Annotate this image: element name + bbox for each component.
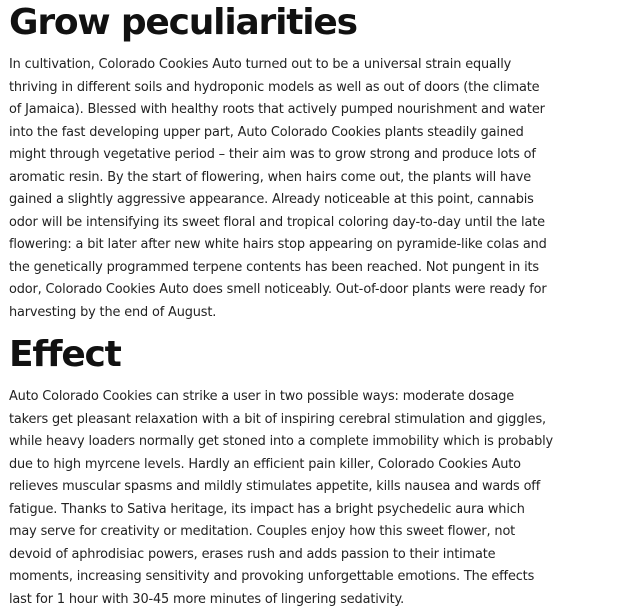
grow-peculiarities-section [9, 0, 554, 324]
effect-section [9, 332, 554, 611]
grow-peculiarities-heading: Grow peculiarities [9, 2, 357, 43]
grow-peculiarities-text: In cultivation, Colorado Cookies Auto turned out to be a universal strain equally thriving in different soils and hydroponic models as well as out of doors (the climate of Jamaica). Blessed with healthy roots that actively pumped nourishment and water into the fast developing upper part, Auto Colorado Cookies plants steadily gained might through vegetative period – their aim was to grow strong and produce lots of aromatic resin. By the start of flowering, when hairs come out, the plants will have gained a slightly aggressive appearance. Already noticeable at this point, cannabis odor will be intensifying its sweet floral and tropical coloring day-to-day until the late flowering: a bit later after new white hairs stop appearing on pyramide-like colas and the genetically programmed terpene contents has been reached. Not pungent in its odor, Colorado Cookies Auto does smell noticeably. Out-of-door plants were ready for harvesting by the end of August. [9, 57, 547, 320]
effect-heading: Effect [9, 334, 121, 375]
effect-text: Auto Colorado Cookies can strike a user in two possible ways: moderate dosage takers get pleasant relaxation with a bit of inspiring cerebral stimulation and giggles, while heavy loaders normally get stoned into a complete immobility which is probably due to high myrcene levels. Hardly an efficient pain killer, Colorado Cookies Auto relieves muscular spasms and mildly stimulates appetite, kills nausea and wards off fatigue. Thanks to Sativa heritage, its impact has a bright psychedelic aura which may serve for creativity or meditation. Couples enjoy how this sweet flower, not devoid of aphrodisiac powers, erases rush and adds passion to their intimate moments, increasing sensitivity and provoking unforgettable emotions. The effects last for 1 hour with 30-45 more minutes of lingering sedativity. [9, 389, 554, 607]
